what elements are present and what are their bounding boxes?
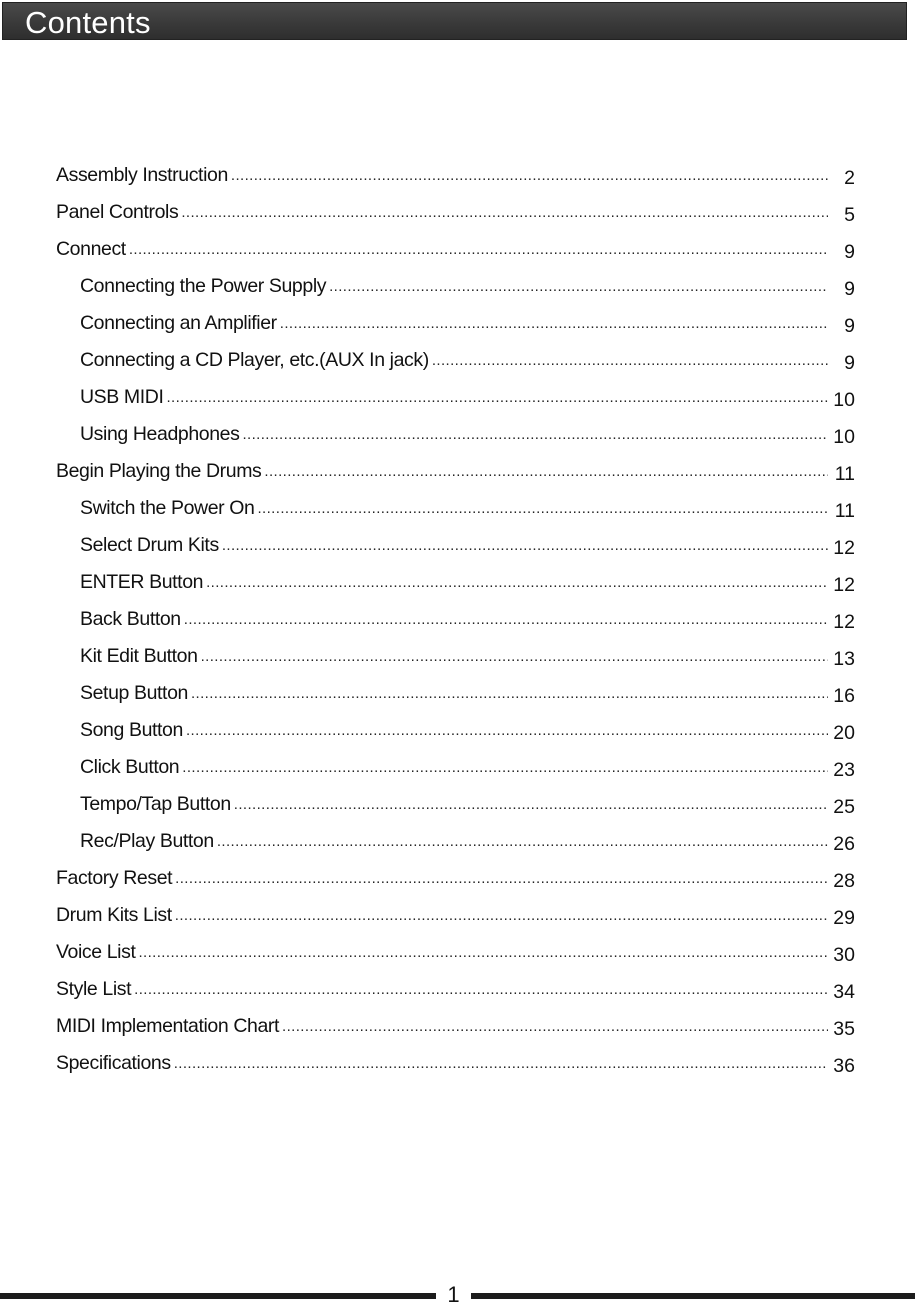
toc-entry-page: 25 <box>833 796 855 818</box>
toc-entry-page: 2 <box>844 167 855 189</box>
toc-entry-title: Connecting an Amplifier <box>80 312 277 334</box>
toc-entry[interactable] <box>0 564 915 601</box>
toc-entry-title: Voice List <box>56 941 136 963</box>
toc-entry[interactable] <box>0 971 915 1008</box>
toc-entry-page: 10 <box>833 389 855 411</box>
toc-entry-title: Begin Playing the Drums <box>56 460 262 482</box>
toc-entry-page: 28 <box>833 870 855 892</box>
toc-entry-title: Connecting a CD Player, etc.(AUX In jack) <box>80 349 429 371</box>
toc-dot-leader <box>217 823 828 860</box>
toc-entry[interactable] <box>0 1008 915 1045</box>
toc-entry-title: Specifications <box>56 1052 171 1074</box>
toc-entry[interactable] <box>0 749 915 786</box>
toc-entry-title: Connecting the Power Supply <box>80 275 327 297</box>
toc-dot-leader <box>186 712 828 749</box>
toc-entry-page: 23 <box>833 759 855 781</box>
toc-entry[interactable] <box>0 601 915 638</box>
toc-entry-row <box>80 823 855 860</box>
toc-entry-title: Tempo/Tap Button <box>80 793 231 815</box>
toc-entry-page: 20 <box>833 722 855 744</box>
toc-entry-title: MIDI Implementation Chart <box>56 1015 280 1037</box>
toc-dot-leader <box>129 231 828 268</box>
toc-entry-page: 9 <box>844 315 855 337</box>
toc-entry-page: 13 <box>833 648 855 670</box>
toc-entry-row <box>80 638 855 675</box>
toc-entry[interactable] <box>0 490 915 527</box>
toc-entry-row <box>56 157 855 194</box>
toc-dot-leader <box>174 1045 828 1082</box>
toc-entry[interactable] <box>0 453 915 490</box>
toc-entry[interactable] <box>0 527 915 564</box>
toc-entry-row <box>80 601 855 638</box>
toc-dot-leader <box>206 564 828 601</box>
toc-entry-page: 29 <box>833 907 855 929</box>
toc-dot-leader <box>181 194 828 231</box>
toc-entry-page: 34 <box>833 981 855 1003</box>
toc-entry-page: 9 <box>844 241 855 263</box>
toc-entry-row <box>80 416 855 453</box>
toc-entry-title: USB MIDI <box>80 386 164 408</box>
toc-entry[interactable] <box>0 1045 915 1082</box>
toc-entry-row <box>80 527 855 564</box>
toc-entry[interactable] <box>0 231 915 268</box>
toc-dot-leader <box>166 379 828 416</box>
toc-entry-page: 9 <box>844 352 855 374</box>
toc-entry-page: 12 <box>833 574 855 596</box>
toc-entry[interactable] <box>0 194 915 231</box>
toc-dot-leader <box>282 1008 828 1045</box>
toc-entry-row <box>80 786 855 823</box>
toc-entry-title: Drum Kits List <box>56 904 172 926</box>
toc-dot-leader <box>175 897 828 934</box>
toc-entry-row <box>80 749 855 786</box>
toc-entry-title: Back Button <box>80 608 181 630</box>
toc-dot-leader <box>222 527 828 564</box>
toc-entry-title: Connect <box>56 238 126 260</box>
toc-entry[interactable] <box>0 897 915 934</box>
toc-entry-row <box>80 712 855 749</box>
toc-dot-leader <box>134 971 828 1008</box>
toc-entry[interactable] <box>0 638 915 675</box>
toc-entry-page: 36 <box>833 1055 855 1077</box>
toc-dot-leader <box>257 490 828 527</box>
toc-entry-row <box>80 490 855 527</box>
toc-dot-leader <box>182 749 828 786</box>
toc-entry-row <box>80 342 855 379</box>
toc-dot-leader <box>138 934 828 971</box>
toc-entry-title: Assembly Instruction <box>56 164 228 186</box>
toc-entry-title: Using Headphones <box>80 423 240 445</box>
toc-entry-page: 26 <box>833 833 855 855</box>
toc-dot-leader <box>264 453 828 490</box>
toc-entry-title: Style List <box>56 978 132 1000</box>
footer-rule-right <box>471 1293 915 1299</box>
toc-entry-title: Factory Reset <box>56 867 173 889</box>
toc-entry-title: Click Button <box>80 756 180 778</box>
toc-entry-title: Select Drum Kits <box>80 534 219 556</box>
toc-entry-title: ENTER Button <box>80 571 204 593</box>
toc-entry-page: 11 <box>834 500 855 522</box>
toc-entry[interactable] <box>0 712 915 749</box>
toc-entry-row <box>80 675 855 712</box>
toc-entry[interactable] <box>0 342 915 379</box>
toc-entry-page: 10 <box>833 426 855 448</box>
toc-dot-leader <box>231 157 828 194</box>
toc-entry-row <box>80 305 855 342</box>
toc-entry-row <box>80 564 855 601</box>
toc-entry[interactable] <box>0 268 915 305</box>
toc-dot-leader <box>234 786 828 823</box>
toc-entry[interactable] <box>0 416 915 453</box>
toc-entry-title: Setup Button <box>80 682 188 704</box>
toc-entry[interactable] <box>0 675 915 712</box>
toc-entry-row <box>56 897 855 934</box>
toc-entry[interactable] <box>0 379 915 416</box>
toc-entry-title: Song Button <box>80 719 183 741</box>
toc-dot-leader <box>432 342 828 379</box>
toc-entry[interactable] <box>0 934 915 971</box>
toc-entry-page: 5 <box>844 204 855 226</box>
toc-entry[interactable] <box>0 305 915 342</box>
toc-entry-row <box>56 1008 855 1045</box>
toc-entry-page: 35 <box>833 1018 855 1040</box>
footer-rule-left <box>0 1293 436 1299</box>
toc-dot-leader <box>280 305 828 342</box>
toc-entry-title: Panel Controls <box>56 201 179 223</box>
toc-entry-page: 30 <box>833 944 855 966</box>
toc-entry[interactable] <box>0 823 915 860</box>
toc-dot-leader <box>175 860 828 897</box>
contents-header-bar <box>2 2 907 40</box>
table-of-contents <box>0 157 915 1082</box>
toc-entry-page: 9 <box>844 278 855 300</box>
toc-entry-row <box>56 971 855 1008</box>
toc-dot-leader <box>329 268 828 305</box>
toc-entry-title: Kit Edit Button <box>80 645 198 667</box>
page-number: 1 <box>447 1282 460 1307</box>
toc-entry-row <box>80 379 855 416</box>
toc-entry[interactable] <box>0 157 915 194</box>
toc-entry-row <box>56 231 855 268</box>
toc-entry-row <box>56 453 855 490</box>
toc-entry-page: 12 <box>833 611 855 633</box>
toc-entry-title: Rec/Play Button <box>80 830 214 852</box>
toc-entry-row <box>56 860 855 897</box>
toc-dot-leader <box>242 416 828 453</box>
toc-entry-row <box>80 268 855 305</box>
toc-entry-page: 16 <box>833 685 855 707</box>
page-title: Contents <box>25 5 151 40</box>
toc-entry-row <box>56 1045 855 1082</box>
toc-dot-leader <box>184 601 828 638</box>
toc-entry[interactable] <box>0 860 915 897</box>
toc-dot-leader <box>201 638 828 675</box>
toc-dot-leader <box>191 675 828 712</box>
toc-entry-title: Switch the Power On <box>80 497 255 519</box>
toc-entry-row <box>56 934 855 971</box>
toc-entry-row <box>56 194 855 231</box>
toc-entry[interactable] <box>0 786 915 823</box>
toc-entry-page: 11 <box>834 463 855 485</box>
toc-entry-page: 12 <box>833 537 855 559</box>
